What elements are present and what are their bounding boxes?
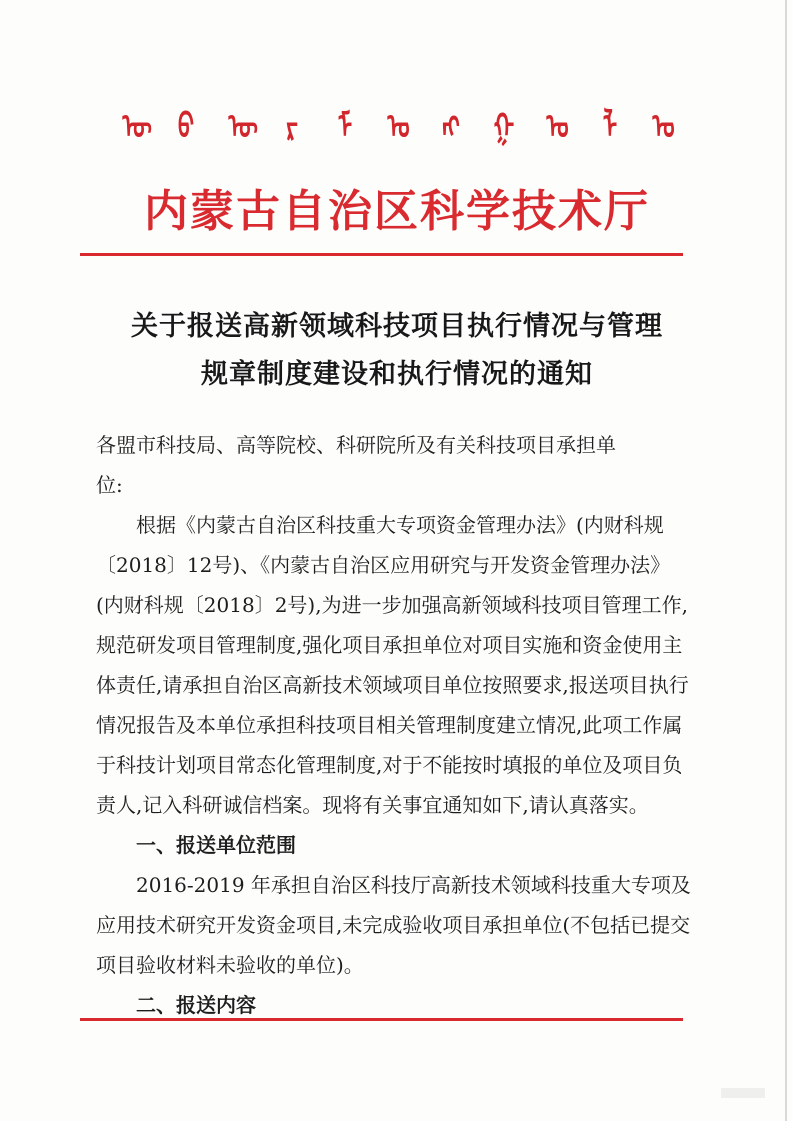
- mongolian-glyph: ᠮ: [337, 107, 353, 147]
- mongolian-glyph: ᠪ: [177, 107, 195, 147]
- section-heading-content: 二、报送内容: [136, 993, 256, 1017]
- mongolian-glyph: ᠯ: [602, 107, 618, 147]
- document-body: [96, 425, 696, 1025]
- section-heading-scope: 一、报送单位范围: [136, 833, 296, 857]
- mongolian-glyph: ᠣ: [387, 107, 410, 147]
- scan-marks: [721, 1088, 765, 1098]
- recipient-line-1: 各盟市科技局、高等院校、科研院所及有关科技项目承担单: [96, 433, 616, 457]
- mongolian-glyph: ᠷ: [286, 107, 298, 147]
- mongolian-glyph: ᠥ: [122, 107, 152, 147]
- notice-title: [96, 303, 698, 399]
- mongolian-glyph: ᠤ: [652, 107, 675, 147]
- mongolian-header-text: [118, 107, 678, 186]
- header-red-rule: [80, 253, 683, 256]
- recipient-line-2: 位:: [96, 473, 123, 497]
- organization-header: 内蒙古自治区科学技术厅: [144, 186, 650, 237]
- mongolian-glyph: ᠭ: [493, 107, 515, 147]
- notice-title-line-2: 规章制度建设和执行情况的通知: [201, 359, 593, 390]
- paragraph-basis: 根据《内蒙古自治区科技重大专项资金管理办法》(内财科规〔2018〕12号)、《内蒙古自治区应用研究与开发资金管理办法》(内财科规〔2018〕2号),为进一步加强高新领域科技项目管理工作,规范研发项目管理制度,强化项目承担单位对项目实施和资金使用主体责任,请承担自治区高新技术领域项目单位按照要求,报送项目执行情况报告及本单位承担科技项目相关管理制度建立情况,此项工作属于科技计划项目常态化管理制度,对于不能按时填报的单位及项目负责人,记入科研诚信档案。现将有关事宜通知如下,请认真落实。: [96, 513, 689, 817]
- footer-red-rule: [80, 1018, 683, 1021]
- page-edge-shadow: [785, 0, 787, 1121]
- mongolian-glyph: ᠦ: [228, 107, 258, 147]
- mongolian-glyph: ᠣ: [546, 107, 569, 147]
- notice-title-line-1: 关于报送高新领域科技项目执行情况与管理: [131, 311, 663, 342]
- mongolian-glyph: ᠩ: [442, 107, 460, 147]
- paragraph-scope: 2016-2019 年承担自治区科技厅高新技术领域科技重大专项及应用技术研究开发资金项目,未完成验收项目承担单位(不包括已提交项目验收材料未验收的单位)。: [96, 873, 691, 977]
